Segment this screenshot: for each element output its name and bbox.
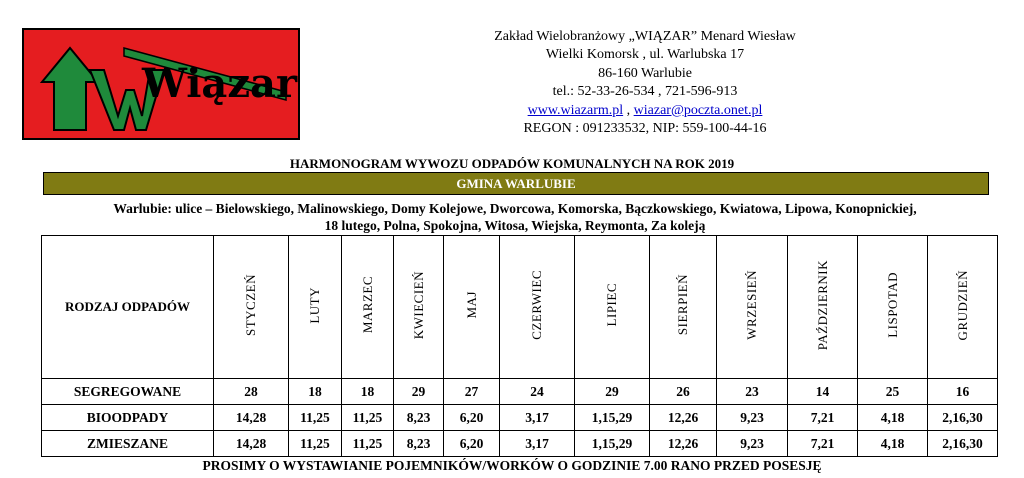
month-label: KWIECIEŃ: [410, 270, 426, 340]
table-cell: 18: [342, 379, 394, 405]
company-address-street: Wielki Komorsk , ul. Warlubska 17: [545, 47, 745, 63]
month-header: [650, 236, 717, 379]
header-label-cell: [42, 236, 214, 379]
schedule-title: HARMONOGRAM WYWOZU ODPADÓW KOMUNALNYCH NA ROK 2019: [289, 156, 735, 171]
row-label: BIOODPADY: [42, 405, 214, 431]
company-address-city: 86-160 Warlubie: [598, 65, 692, 81]
company-name: Zakład Wielobranżowy „WIĄZAR” Menard Wiesław: [494, 29, 796, 44]
month-label: PAŹDZIERNIK: [814, 259, 830, 351]
table-cell: 23: [717, 379, 788, 405]
table-cell: 24: [500, 379, 575, 405]
month-label: LIPIEC: [604, 283, 619, 327]
month-header: [444, 236, 500, 379]
table-cell: 11,25: [342, 431, 394, 457]
gmina-bar: GMINA WARLUBIE: [43, 172, 989, 195]
streets-line-2: 18 lutego, Polna, Spokojna, Witosa, Wiejska, Reymonta, Za koleją: [324, 218, 706, 233]
table-cell: 2,16,30: [928, 405, 998, 431]
website-link[interactable]: www.wiazarm.pl: [527, 102, 624, 118]
table-cell: 6,20: [444, 405, 500, 431]
table-cell: 7,21: [788, 405, 858, 431]
month-header: [500, 236, 575, 379]
table-cell: 8,23: [394, 405, 444, 431]
table-row: [42, 431, 998, 457]
table-cell: 12,26: [650, 405, 717, 431]
row-label: SEGREGOWANE: [42, 379, 214, 405]
email-link[interactable]: wiazar@poczta.onet.pl: [633, 102, 763, 118]
table-cell: 4,18: [858, 405, 928, 431]
table-cell: 9,23: [717, 431, 788, 457]
month-header: [717, 236, 788, 379]
table-cell: 27: [444, 379, 500, 405]
table-row: [42, 405, 998, 431]
table-cell: 29: [575, 379, 650, 405]
table-cell: 29: [394, 379, 444, 405]
table-cell: 3,17: [500, 431, 575, 457]
month-header: [858, 236, 928, 379]
company-regon-nip: REGON : 091233532, NIP: 559-100-44-16: [523, 121, 767, 137]
table-cell: 11,25: [342, 405, 394, 431]
table-cell: 16: [928, 379, 998, 405]
month-header: [214, 236, 289, 379]
table-cell: 14,28: [214, 405, 289, 431]
logo-wordmark: Wiązar: [142, 60, 298, 107]
schedule-table: [41, 235, 998, 457]
company-contact-links: [440, 102, 850, 120]
table-cell: 8,23: [394, 431, 444, 457]
month-header: [342, 236, 394, 379]
table-cell: 14: [788, 379, 858, 405]
month-label: WRZESIEŃ: [744, 270, 759, 340]
month-header: [928, 236, 998, 379]
table-cell: 14,28: [214, 431, 289, 457]
table-cell: 2,16,30: [928, 431, 998, 457]
table-cell: 4,18: [858, 431, 928, 457]
streets-list: [20, 200, 1010, 234]
table-row: [42, 379, 998, 405]
table-cell: 12,26: [650, 431, 717, 457]
month-label: SIERPIEŃ: [675, 274, 690, 336]
wiazar-logo: [22, 28, 300, 140]
table-header-row: [42, 236, 998, 379]
month-header: [575, 236, 650, 379]
company-info: [440, 28, 850, 138]
month-label: MAJ: [463, 291, 479, 319]
contact-separator: ,: [623, 102, 634, 118]
month-header: [394, 236, 444, 379]
table-cell: 6,20: [444, 431, 500, 457]
month-label: LISPOTAD: [884, 272, 900, 338]
month-label: MARZEC: [359, 276, 375, 334]
table-cell: 1,15,29: [575, 431, 650, 457]
footer-notice: PROSIMY O WYSTAWIANIE POJEMNIKÓW/WORKÓW O GODZINIE 7.00 RANO PRZED POSESJĘ: [202, 458, 822, 473]
streets-line-1: Warlubie: ulice – Bielowskiego, Malinowskiego, Domy Kolejowe, Dworcowa, Komorska, Bączkowskiego, Kwiatowa, Lipowa, Konopnickiej,: [113, 201, 917, 216]
table-cell: 25: [858, 379, 928, 405]
table-cell: 1,15,29: [575, 405, 650, 431]
table-cell: 11,25: [289, 405, 342, 431]
month-label: CZERWIEC: [529, 270, 544, 340]
month-label: LUTY: [307, 286, 322, 324]
table-cell: 7,21: [788, 431, 858, 457]
table-cell: 18: [289, 379, 342, 405]
table-cell: 26: [650, 379, 717, 405]
month-header: [289, 236, 342, 379]
month-header: [788, 236, 858, 379]
table-cell: 9,23: [717, 405, 788, 431]
row-label: ZMIESZANE: [42, 431, 214, 457]
table-cell: 28: [214, 379, 289, 405]
month-label: GRUDZIEŃ: [954, 269, 970, 341]
header-label: RODZAJ ODPADÓW: [64, 299, 191, 314]
table-cell: 11,25: [289, 431, 342, 457]
table-cell: 3,17: [500, 405, 575, 431]
month-label: STYCZEŃ: [243, 274, 258, 336]
company-phone: tel.: 52-33-26-534 , 721-596-913: [552, 84, 738, 100]
